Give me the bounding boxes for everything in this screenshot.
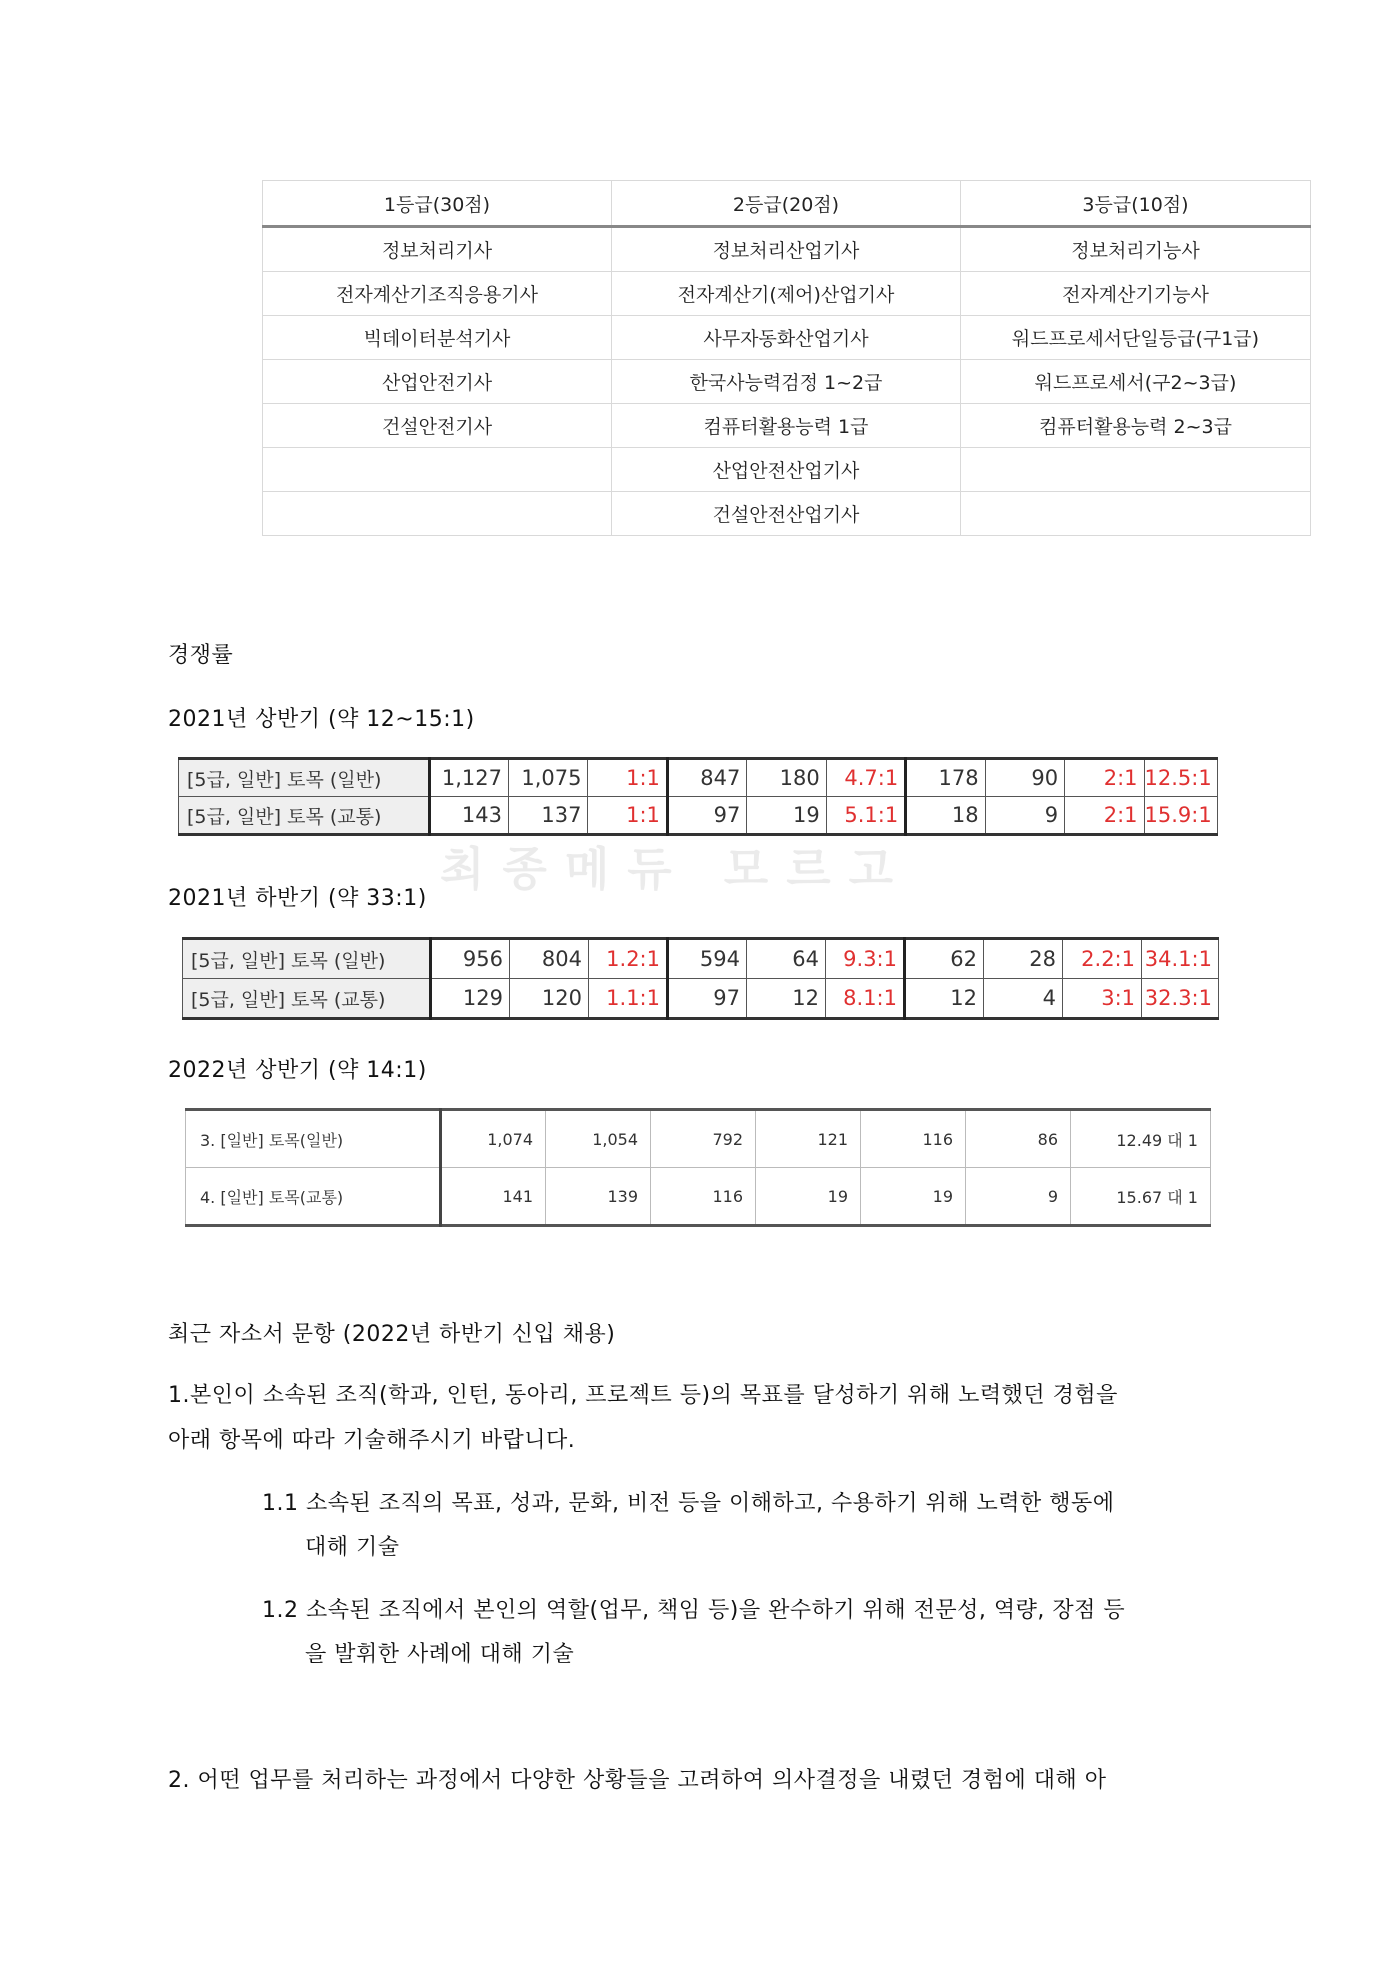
table-cell xyxy=(961,492,1311,536)
question-1-2-line-1: 1.2 소속된 조직에서 본인의 역할(업무, 책임 등)을 완수하기 위해 전문성, 역량, 장점 등 xyxy=(262,1598,1126,1623)
table-cell: 12 xyxy=(905,979,984,1019)
table-cell: 9 xyxy=(985,797,1064,835)
watermark-text: 최종메듀 모르고 xyxy=(440,842,912,896)
table-cell: 116 xyxy=(861,1110,966,1168)
table-cell: 19 xyxy=(861,1168,966,1226)
table-cell: 594 xyxy=(668,939,747,979)
table-cell: 5.1:1 xyxy=(826,797,905,835)
table-row xyxy=(179,797,1218,835)
table-cell: 129 xyxy=(431,979,510,1019)
cert-header-cell: 1등급(30점) xyxy=(263,181,612,227)
cert-header-cell: 3등급(10점) xyxy=(961,181,1311,227)
table-cell: 12 xyxy=(747,979,826,1019)
table-row xyxy=(183,939,1219,979)
table-cell xyxy=(263,492,612,536)
table-cell: 3. [일반] 토목(일반) xyxy=(186,1110,441,1168)
table-row xyxy=(263,272,1311,316)
comp-2021-h2-heading: 2021년 하반기 (약 33:1) xyxy=(168,886,427,911)
table-cell: 804 xyxy=(510,939,589,979)
table-cell: 97 xyxy=(667,797,746,835)
table-cell: 15.9:1 xyxy=(1144,797,1217,835)
table-cell: 139 xyxy=(546,1168,651,1226)
table-cell: 1:1 xyxy=(588,797,667,835)
table-cell: 12.5:1 xyxy=(1144,759,1217,797)
table-cell: 2.2:1 xyxy=(1063,939,1142,979)
table-cell: 116 xyxy=(651,1168,756,1226)
question-1-2-line-2: 을 발휘한 사례에 대해 기술 xyxy=(305,1642,575,1667)
table-cell: 180 xyxy=(747,759,826,797)
table-cell: 32.3:1 xyxy=(1142,979,1219,1019)
table-cell: 1,127 xyxy=(429,759,508,797)
table-cell: 847 xyxy=(667,759,746,797)
table-row xyxy=(263,360,1311,404)
certificate-grade-table xyxy=(262,180,1311,536)
table-cell: 28 xyxy=(984,939,1063,979)
table-cell: 19 xyxy=(747,797,826,835)
question-1-1-line-2: 대해 기술 xyxy=(305,1535,400,1560)
table-row xyxy=(263,492,1311,536)
table-row xyxy=(263,448,1311,492)
cert-header-cell: 2등급(20점) xyxy=(612,181,961,227)
table-row xyxy=(186,1110,1211,1168)
table-cell: 2:1 xyxy=(1065,797,1144,835)
table-cell: 178 xyxy=(906,759,985,797)
table-row xyxy=(263,316,1311,360)
table-cell xyxy=(263,448,612,492)
table-cell: 전자계산기조직응용기사 xyxy=(263,272,612,316)
table-cell: 1.2:1 xyxy=(589,939,668,979)
table-cell: 워드프로세서(구2~3급) xyxy=(961,360,1311,404)
table-row xyxy=(263,404,1311,448)
table-cell: 전자계산기기능사 xyxy=(961,272,1311,316)
table-cell: 90 xyxy=(985,759,1064,797)
table-cell: 120 xyxy=(510,979,589,1019)
table-cell: 1,075 xyxy=(509,759,588,797)
table-cell: 1,054 xyxy=(546,1110,651,1168)
competition-section-heading: 경쟁률 xyxy=(168,643,234,668)
comp-2022-h1-table xyxy=(185,1108,1211,1227)
table-cell: 4. [일반] 토목(교통) xyxy=(186,1168,441,1226)
table-cell: [5급, 일반] 토목 (일반) xyxy=(183,939,431,979)
table-cell: 정보처리기능사 xyxy=(961,227,1311,272)
comp-2021-h1-table xyxy=(178,757,1218,836)
table-cell xyxy=(961,448,1311,492)
table-cell: 15.67 대 1 xyxy=(1071,1168,1211,1226)
question-1-line-1: 1.본인이 소속된 조직(학과, 인턴, 동아리, 프로젝트 등)의 목표를 달성하기 위해 노력했던 경험을 xyxy=(168,1383,1118,1408)
table-cell: 9 xyxy=(966,1168,1071,1226)
table-cell: 건설안전산업기사 xyxy=(612,492,961,536)
table-cell: 1:1 xyxy=(588,759,667,797)
table-cell: 34.1:1 xyxy=(1142,939,1219,979)
table-cell: 3:1 xyxy=(1063,979,1142,1019)
question-1-line-2: 아래 항목에 따라 기술해주시기 바랍니다. xyxy=(168,1428,576,1453)
table-cell: 8.1:1 xyxy=(826,979,905,1019)
table-cell: 건설안전기사 xyxy=(263,404,612,448)
comp-2021-h2-table xyxy=(182,937,1219,1020)
table-row xyxy=(179,759,1218,797)
essay-section-heading: 최근 자소서 문항 (2022년 하반기 신입 채용) xyxy=(168,1322,616,1347)
table-cell: 빅데이터분석기사 xyxy=(263,316,612,360)
table-cell: [5급, 일반] 토목 (교통) xyxy=(179,797,430,835)
table-cell: 143 xyxy=(429,797,508,835)
table-cell: 141 xyxy=(441,1168,546,1226)
table-row xyxy=(183,979,1219,1019)
comp-2021-h1-heading: 2021년 상반기 (약 12~15:1) xyxy=(168,707,475,732)
table-cell: 전자계산기(제어)산업기사 xyxy=(612,272,961,316)
table-cell: [5급, 일반] 토목 (교통) xyxy=(183,979,431,1019)
table-cell: 19 xyxy=(756,1168,861,1226)
table-cell: 62 xyxy=(905,939,984,979)
table-cell: 12.49 대 1 xyxy=(1071,1110,1211,1168)
table-row xyxy=(186,1168,1211,1226)
table-cell: 컴퓨터활용능력 2~3급 xyxy=(961,404,1311,448)
table-cell: 121 xyxy=(756,1110,861,1168)
table-cell: 137 xyxy=(509,797,588,835)
table-cell: 컴퓨터활용능력 1급 xyxy=(612,404,961,448)
table-cell: 64 xyxy=(747,939,826,979)
table-cell: 2:1 xyxy=(1065,759,1144,797)
table-cell: 4 xyxy=(984,979,1063,1019)
table-cell: 86 xyxy=(966,1110,1071,1168)
table-cell: 792 xyxy=(651,1110,756,1168)
table-cell: 18 xyxy=(906,797,985,835)
table-cell: 사무자동화산업기사 xyxy=(612,316,961,360)
table-cell: 4.7:1 xyxy=(826,759,905,797)
cert-table-header-row xyxy=(263,181,1311,227)
comp-2022-h1-heading: 2022년 상반기 (약 14:1) xyxy=(168,1058,427,1083)
table-cell: 정보처리산업기사 xyxy=(612,227,961,272)
table-cell: 한국사능력검정 1~2급 xyxy=(612,360,961,404)
question-1-1-line-1: 1.1 소속된 조직의 목표, 성과, 문화, 비전 등을 이해하고, 수용하기 위해 노력한 행동에 xyxy=(262,1491,1115,1516)
question-2-line-1: 2. 어떤 업무를 처리하는 과정에서 다양한 상황들을 고려하여 의사결정을 내렸던 경험에 대해 아 xyxy=(168,1768,1107,1793)
table-cell: 9.3:1 xyxy=(826,939,905,979)
table-row xyxy=(263,227,1311,272)
table-cell: 1,074 xyxy=(441,1110,546,1168)
table-cell: 1.1:1 xyxy=(589,979,668,1019)
table-cell: 정보처리기사 xyxy=(263,227,612,272)
table-cell: [5급, 일반] 토목 (일반) xyxy=(179,759,430,797)
table-cell: 산업안전기사 xyxy=(263,360,612,404)
table-cell: 워드프로세서단일등급(구1급) xyxy=(961,316,1311,360)
table-cell: 97 xyxy=(668,979,747,1019)
table-cell: 956 xyxy=(431,939,510,979)
table-cell: 산업안전산업기사 xyxy=(612,448,961,492)
